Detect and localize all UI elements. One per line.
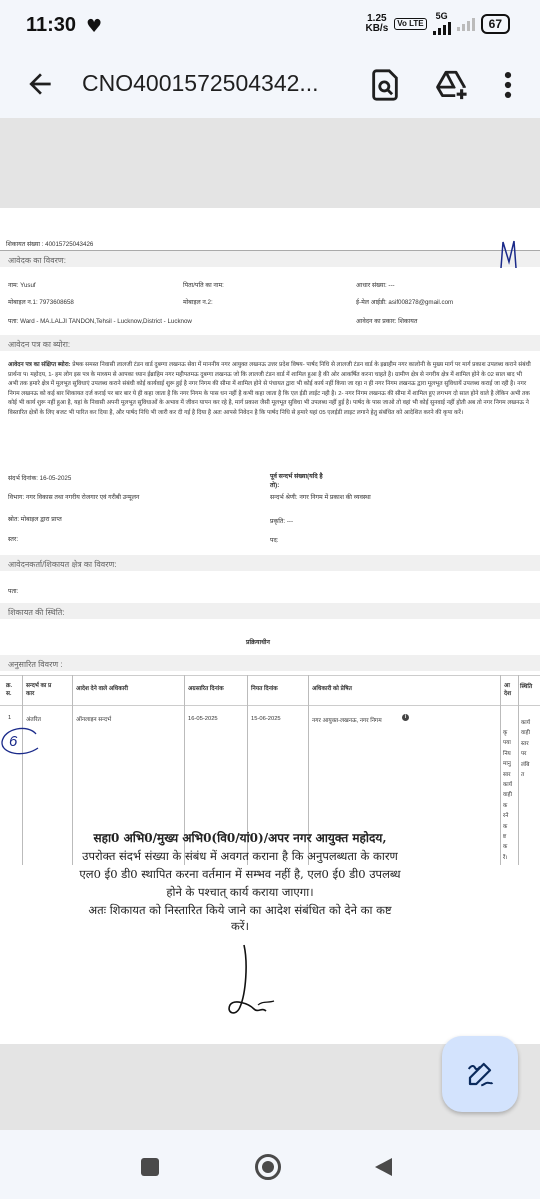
department: विभाग: नगर विकास तथा नगरीय रोजगार एवं गरीबी उन्मूलन [8, 494, 140, 501]
endorsement-line-3: एल0 ई0 डी0 स्थापित करना वर्तमान में सम्भव नहीं है, एल0 ई0 डी0 उपलब्ध [79, 867, 401, 881]
endorsement-line-2: उपरोक्त संदर्भ संख्या के संबंध में अवगत कराना है कि अनुपलब्धता के कारण [82, 849, 398, 863]
status-time: 11:30 [26, 14, 77, 36]
previous-reference-1: पूर्व सन्दर्भ संख्या(यदि है [270, 473, 323, 480]
status-icons [365, 12, 510, 35]
battery-icon: 67 [481, 14, 510, 34]
td-sent-to: नगर आयुक्त-लखनऊ, नगर निगम [312, 718, 382, 724]
th-sent-to: अधिकारी को प्रेषित [312, 686, 352, 692]
pen-squiggle-icon [465, 1059, 495, 1089]
heart-icon: ♥ [86, 16, 103, 37]
previous-reference-2: तो): [270, 482, 280, 489]
status-section-header: शिकायत की स्थिति: [0, 603, 540, 619]
td-serial: 1 [8, 715, 12, 721]
td-referral-date: 16-05-2025 [188, 716, 218, 722]
back-button[interactable] [372, 1156, 394, 1178]
handwritten-number: 6 [9, 733, 18, 750]
referral-section-header: अनुसारित विवरण : [0, 655, 540, 671]
navigation-bar [0, 1130, 540, 1199]
app-bar [0, 52, 540, 118]
location-address: पता: [8, 588, 19, 595]
th-referral-date: अग्रसारित दिनांक [188, 686, 224, 692]
endorsement-line-4: होने के पश्चात् कार्य कराया जाएगा। [166, 885, 314, 899]
father-name: पिता/पति का नाम: [183, 282, 224, 289]
signal-bars-icon [433, 21, 451, 35]
reference-category: सन्दर्भ श्रेणी: नगर निगम में प्रकाश की व्यवस्था [270, 494, 371, 501]
pdf-viewer[interactable] [0, 118, 540, 1130]
complaint-number: शिकायत संख्या : 40015725043426 [6, 241, 94, 248]
endorsement-line-5: अतः शिकायत को निस्तारित किये जाने का आदेश संबंधित को देने का कष्ट [88, 903, 392, 917]
volte-icon: Vo LTE [394, 18, 426, 30]
td-ref-type: अंतरित [26, 717, 41, 723]
handwritten-mark [498, 238, 520, 272]
td-status: कार्य वाही स्तर पर लंबि त [521, 720, 530, 779]
application-type: आवेदन का प्रकार: शिकायत [356, 318, 418, 325]
aadhaar-number: आधार संख्या: --- [356, 282, 395, 289]
th-serial: क्र. स. [6, 683, 13, 697]
applicant-section-header: आवेदक का विवरण: [0, 251, 540, 267]
th-status: स्थिति [520, 684, 533, 690]
network-speed: 1.25 KB/s [365, 12, 389, 34]
mobile-1: मोबाइल न.1: 7973608658 [8, 299, 74, 306]
complaint-status: प्रक्रियाधीन [246, 639, 270, 646]
th-due-date: नियत दिनांक [251, 686, 278, 692]
annotate-fab[interactable] [442, 1036, 518, 1112]
drive-add-icon[interactable] [434, 68, 468, 102]
applicant-name: नाम: Yusuf [8, 282, 36, 289]
td-officer: ऑनलाइन सन्दर्भ [76, 717, 112, 723]
th-ref-type: सन्दर्भ का प्र कार [26, 683, 52, 697]
td-due-date: 15-06-2025 [251, 716, 281, 722]
info-icon[interactable]: i [402, 714, 409, 721]
applicant-address: पता: Ward - MA.LALJI TANDON,Tehsil - Lucknow,District - Lucknow [8, 318, 192, 325]
post: पद: [270, 537, 279, 544]
back-arrow-icon[interactable] [24, 68, 56, 100]
reference-date: संदर्भ दिनांक: 16-05-2025 [8, 475, 72, 482]
endorsement-line-1: सहा0 अभि0/मुख्य अभि0(वि0/यां0)/अपर नगर आयुक्त महोदय, [93, 831, 387, 845]
th-officer: आदेश देने वाले अधिकारी [76, 686, 129, 692]
more-vert-icon[interactable] [496, 68, 520, 102]
location-section-header: आवेदनकर्ता/शिकायत क्षेत्र का विवरण: [0, 555, 540, 571]
email-id: ई-मेल आईडी: asif008278@gmail.com [356, 299, 454, 306]
th-order: आ देश [504, 683, 512, 697]
endorsement-line-6: करें। [231, 919, 249, 933]
handwritten-circle [0, 726, 40, 760]
td-order: कृ पया निय मानु सार कार्य वाही क रने क ष्ट क रें। [503, 730, 512, 861]
signal-bars-2-icon [457, 17, 475, 31]
level: स्तर: [8, 536, 19, 543]
mobile-2: मोबाइल न.2: [183, 299, 213, 306]
signal-5g: 5G [433, 12, 451, 35]
document-page [0, 208, 540, 1044]
document-title: CNO4001572504342... [82, 70, 319, 96]
recents-button[interactable] [141, 1158, 159, 1176]
application-summary: आवेदन पत्र का संक्षिप्त ब्योरा: प्रेषक समस्त निवासी लालजी टंडन वार्ड दुबग्गा लखनऊ सेवा में माननीय नगर आयुक्त लखनऊ उत्तर प्रदेश विषय- पार्षद निधि से लालजी टंडन वार्ड के इब्राहीम नगर कालोनी के मुख्य मार्ग पर मार्ग प्रकाश उपलब्ध कराने संबंधी प्रार्थना प। महोदय, 1- हम लोग इस पत्र के माध्यम से आपका ध्यान ईब्राहिम नगर महीपतमऊ दुबग्गा लखनऊ जो कि लालजी टंडन वार्ड में शामिल हुआ है की ओर आकर्षित करना चाहते है। ग्रामीण क्षेत्र से नगरीय क्षेत्र में शामिल होने के 02 साल बाद भी अभी तक हमारे क्षेत्र में मूलभूत सुविधाएं उपलब्ध कराने संबंधी कोई कार्यवाई शुरू हुई है नगर निगम की सीमा में शामिल होने से पंचायत द्वारा भी कोई कार्य नहीं किया जा रहा न ही नगर निगम लखनऊ द्वारा मूलभूत सुविधायें उपलब्ध कराई जा रही है। नगर निगम लखनऊ को कई बार शिकायत दर्ज कराई पर बार बार ये ही कहा जाता है कि नगर निगम के पास धन नहीं है कभी कहा जाता है कि एल ईडी लाईट नही है। 2- नगर निगम लखनऊ की सीमा में शामिल हुए लगभग दो साल होने वाले है लेकिन अभी तक कोई भी कार्य शुरू नहीं हुआ है, यहां के निवासी अपनी मूलभूत सुविधाओं के अभाव में जीवन यापन कर रहे है, मार्ग प्रकाश जैसी मूलभूत सुविधा भी उपलब्ध नहीं हुई है। पार्षद के पास जाओ तो वहां भी कोई सुनवाई नहीं होती अब तो नगर निगम लखनऊ ने विस्तारित क्षेत्रों के लिए बजट भी पारित कर दिया है, और पार्षद निधि भी जारी कर दी गई है दिया है अतः आपसे निवेदन है कि पार्षद निधि से हमारे यहां 05 एलईडी लाइट लगाने हेतु संबंधित को आदेशित करने की कृपा करें। [8, 362, 531, 416]
source: स्रोत: मोबाइल द्वारा प्राप्त [8, 516, 62, 523]
status-bar [0, 0, 540, 52]
home-button[interactable] [255, 1154, 281, 1180]
search-document-icon[interactable] [368, 68, 402, 102]
signature [218, 943, 278, 1023]
nature: प्रकृति: --- [270, 518, 294, 525]
application-section-header: आवेदन पत्र का ब्योरा: [0, 335, 540, 351]
